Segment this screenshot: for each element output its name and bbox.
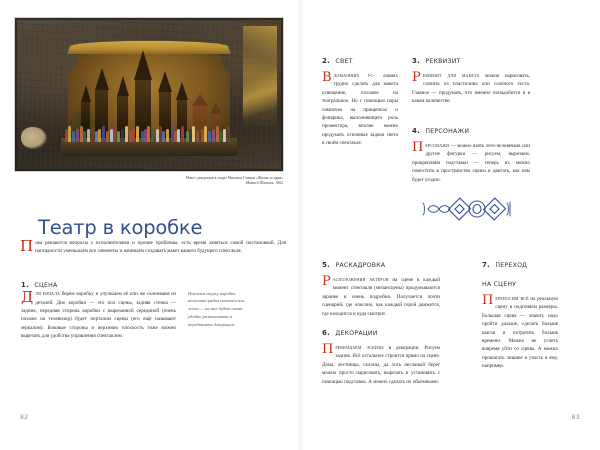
- section-number: 2.: [322, 57, 331, 65]
- section-name: РАСКАДРОВКА: [335, 262, 386, 269]
- section-lead-caps: еквизит для макета: [422, 73, 480, 80]
- section-number: 6.: [322, 329, 331, 337]
- section-body-raskadrovka: [322, 276, 440, 318]
- photo-frame: [15, 18, 283, 171]
- section-heading-svet: [322, 48, 398, 67]
- section-lead-caps: асположения актёров: [332, 277, 389, 284]
- dropcap: Р: [412, 70, 421, 86]
- dropcap: Р: [322, 274, 331, 290]
- section-name: ДЕКОРАЦИИ: [335, 330, 378, 337]
- section-lead-caps: домашних ус-: [333, 73, 376, 80]
- illustration-caption: [15, 176, 283, 187]
- dropcap: П: [482, 293, 494, 309]
- section-text: — можно взять лего-человечков или другие фигурки — рисуем, вырезаем, прикрепляем подставки — теперь их можно поместить в пространство сцены и двигать, как нам будет угодно.: [412, 143, 530, 183]
- section-heading-dekoracii: [322, 320, 440, 339]
- section-block-personazhi: [412, 118, 530, 189]
- section-number: 4.: [412, 127, 421, 135]
- section-number: 3.: [412, 57, 421, 65]
- section-block-perehod: [482, 252, 558, 375]
- section-body-personazhi: [412, 142, 530, 184]
- section-block-svet: [322, 48, 398, 152]
- section-heading-personazhi: [412, 118, 530, 137]
- margin-note: Наклеим сверху коробки несколько рядов скотчем или лески — на них будет очень удобно развешивать и передвигать декорации.: [188, 290, 245, 328]
- section-text: берём коробку и улучшаем её или же склеиваем из деталей. Дно коробки — это пол сцены, задняя стенка — задник, передняя сторона коробки с вырезанной серединой (очень похоже на телевизор) будет порталом сцены (его ещё называют зеркалом). Боковые стороны и верхнюю плоскость тоже можно вырезать для удобства управления спектаклем.: [21, 291, 176, 340]
- page-number-left: 82: [20, 414, 29, 421]
- dropcap: П: [412, 140, 424, 156]
- section-lead-caps: ерсонажи: [425, 143, 450, 150]
- section-body-perehod: [482, 295, 558, 370]
- section-number: 5.: [322, 261, 331, 269]
- section-name: СВЕТ: [335, 58, 353, 65]
- stage-model-photo: [15, 18, 283, 171]
- lead-text: ока решаются вопросы с исполнителями и прочие проблемы, есть время заняться самой постановкой. Для наглядности уменьшаем все элементы и начинаем создавать макет вашего будущего спектакля.: [35, 240, 286, 255]
- section-body-rekvizit: [412, 72, 530, 106]
- lead-paragraph: [20, 239, 286, 256]
- section-name: РЕКВИЗИТ: [425, 58, 461, 65]
- section-block-dekoracii: [322, 320, 440, 391]
- caption-line-1: Макет декорации к опере Михаила Глинки «Жизнь за царя»: [185, 176, 283, 180]
- section-text: в декорации. Рисуем задник. Всё остальное строится прямо на сцене. Дома, лестницы, склоны, да хоть песчаный берег можно просто нарисовать, вырезать и установить с помощью подставок. А можно сделать их объёмными.: [322, 345, 440, 385]
- dropcap: П: [322, 342, 334, 358]
- page-title: Театр в коробке: [38, 216, 203, 240]
- section-text: можно нарисовать, слепить из пластилина или солёного теста. Главное — продумать, что именно понадобится и в каком количестве.: [412, 73, 531, 105]
- caption-line-2: Матвей Шишков, 1862: [245, 181, 283, 186]
- section-body-scena: [21, 290, 176, 341]
- section-name-line-1: ПЕРЕХОД: [495, 262, 528, 269]
- section-text: на сцене в каждый момент спектакля (мизансцены) продумываются заранее и очень подробно. Получается почти сценарий, где описано, как каждый герой движется, где находится и куда смотрит.: [322, 277, 440, 317]
- section-text: ловиях трудно сделать для макета освещение, похожее на театральное. Но с помощью пары лампочек на прищепках и фонарика, выполняющего роль прожектора, вполне можно продумать основные задачи света в своём спектакле.: [322, 73, 398, 147]
- celtic-knot-ornament-icon: [421, 196, 513, 222]
- section-lead-caps: ереносим всё: [495, 296, 529, 303]
- section-name: СЦЕНА: [34, 282, 58, 289]
- section-heading-rekvizit: [412, 48, 530, 67]
- section-block-rekvizit: [412, 48, 530, 111]
- section-block-raskadrovka: [322, 252, 440, 323]
- section-lead-caps: ревращаем эскизы: [335, 345, 384, 352]
- dropcap: В: [322, 70, 332, 86]
- section-heading-perehod: [482, 252, 558, 290]
- page-number-right: 83: [571, 414, 580, 421]
- section-name-line-2: НА СЦЕНУ: [482, 281, 517, 288]
- section-heading-raskadrovka: [322, 252, 440, 271]
- section-body-svet: [322, 72, 398, 147]
- dropcap: П: [20, 237, 34, 256]
- section-text: на реальную сцену и подгоняем размеры. Большая сцена — значит, надо пройти дальше, сделать больше шагов и потратить больше времени. Можно не успеть вовремя уйти со сцены. А можно прошагать лишнее и упасть в яму, например.: [482, 296, 558, 370]
- section-name: ПЕРСОНАЖИ: [425, 128, 470, 135]
- section-body-dekoracii: [322, 344, 440, 386]
- section-number: 7.: [482, 261, 491, 269]
- section-lead-caps: ля начала: [35, 291, 60, 298]
- dropcap: Д: [21, 288, 34, 307]
- section-number: 1.: [21, 281, 30, 289]
